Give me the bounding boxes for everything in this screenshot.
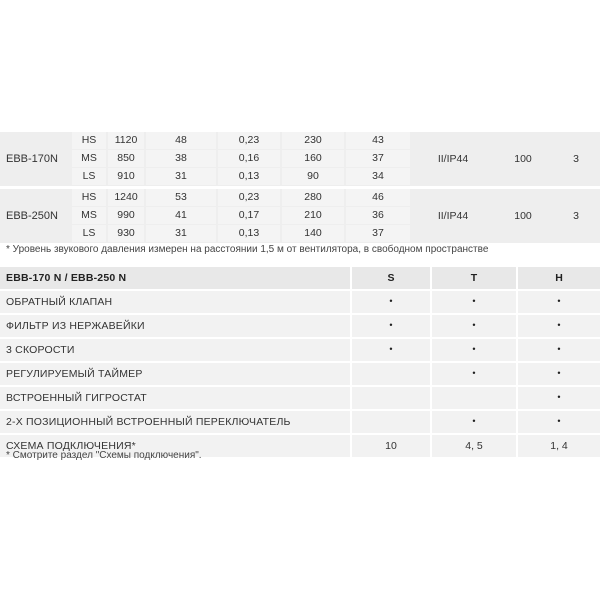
version-h-mark: •: [518, 363, 600, 385]
model-block-ebb-170n: [0, 132, 600, 186]
power-cell: 0,13: [218, 168, 280, 185]
wiring-footnote: * Смотрите раздел "Схемы подключения".: [6, 450, 202, 461]
version-t-mark: •: [432, 411, 516, 433]
speed-cell: MS: [72, 207, 106, 224]
current-cell: 160: [282, 150, 344, 167]
version-h-value: 1, 4: [518, 435, 600, 457]
version-h-mark: •: [518, 339, 600, 361]
feature-label: ВСТРОЕННЫЙ ГИГРОСТАТ: [0, 387, 350, 409]
airflow-cell: 48: [146, 132, 216, 149]
sound-pressure-footnote: * Уровень звукового давления измерен на расстоянии 1,5 м от вентилятора, в свободном пространстве: [6, 244, 489, 255]
airflow-cell: 31: [146, 225, 216, 242]
model-name: EBB-170N: [6, 153, 58, 165]
rpm-cell: 930: [108, 225, 144, 242]
temp-cell: 100: [514, 210, 532, 222]
rpm-cell: 850: [108, 150, 144, 167]
noise-cell: 43: [346, 132, 410, 149]
version-s-value: 10: [352, 435, 430, 457]
rpm-cell: 910: [108, 168, 144, 185]
feature-row-timer: [0, 363, 600, 385]
speed-cell: LS: [72, 168, 106, 185]
version-s-header: S: [352, 267, 430, 289]
feature-row-switch: [0, 411, 600, 433]
version-s-mark: •: [352, 315, 430, 337]
power-cell: 0,23: [218, 189, 280, 206]
feature-label: РЕГУЛИРУЕМЫЙ ТАЙМЕР: [0, 363, 350, 385]
version-t-mark: •: [432, 363, 516, 385]
airflow-cell: 31: [146, 168, 216, 185]
airflow-cell: 53: [146, 189, 216, 206]
weight-cell: 3: [573, 153, 579, 165]
rpm-cell: 990: [108, 207, 144, 224]
rpm-cell: 1120: [108, 132, 144, 149]
feature-row-steel-filter: [0, 315, 600, 337]
speed-cell: HS: [72, 189, 106, 206]
current-cell: 90: [282, 168, 344, 185]
protection-cell: II/IP44: [437, 153, 469, 165]
power-cell: 0,16: [218, 150, 280, 167]
version-h-header: H: [518, 267, 600, 289]
version-h-mark: •: [518, 291, 600, 313]
power-cell: 0,23: [218, 132, 280, 149]
feature-label: 3 СКОРОСТИ: [0, 339, 350, 361]
model-name: EBB-250N: [6, 210, 58, 222]
version-h-mark: •: [518, 315, 600, 337]
power-cell: 0,13: [218, 225, 280, 242]
feature-label: ОБРАТНЫЙ КЛАПАН: [0, 291, 350, 313]
version-s-mark: •: [352, 339, 430, 361]
current-cell: 140: [282, 225, 344, 242]
version-h-mark: •: [518, 387, 600, 409]
noise-cell: 36: [346, 207, 410, 224]
speed-cell: HS: [72, 132, 106, 149]
version-t-mark: [432, 387, 516, 409]
noise-cell: 37: [346, 225, 410, 242]
speed-cell: LS: [72, 225, 106, 242]
version-t-header: T: [432, 267, 516, 289]
speed-cell: MS: [72, 150, 106, 167]
version-t-value: 4, 5: [432, 435, 516, 457]
weight-cell: 3: [573, 210, 579, 222]
version-h-mark: •: [518, 411, 600, 433]
version-s-mark: [352, 387, 430, 409]
current-cell: 230: [282, 132, 344, 149]
version-t-mark: •: [432, 339, 516, 361]
model-block-ebb-250n: [0, 189, 600, 243]
version-s-mark: [352, 411, 430, 433]
version-s-mark: [352, 363, 430, 385]
protection-cell: II/IP44: [437, 210, 469, 222]
features-header-row: [0, 267, 600, 289]
version-t-mark: •: [432, 291, 516, 313]
feature-label: 2-Х ПОЗИЦИОННЫЙ ВСТРОЕННЫЙ ПЕРЕКЛЮЧАТЕЛЬ: [0, 411, 350, 433]
feature-label: СХЕМА ПОДКЛЮЧЕНИЯ*: [0, 435, 350, 457]
airflow-cell: 38: [146, 150, 216, 167]
features-header-label: EBB-170 N / EBB-250 N: [0, 267, 350, 289]
version-t-mark: •: [432, 315, 516, 337]
feature-row-check-valve: [0, 291, 600, 313]
feature-label: ФИЛЬТР ИЗ НЕРЖАВЕЙКИ: [0, 315, 350, 337]
version-s-mark: •: [352, 291, 430, 313]
noise-cell: 37: [346, 150, 410, 167]
power-cell: 0,17: [218, 207, 280, 224]
feature-row-three-speeds: [0, 339, 600, 361]
noise-cell: 34: [346, 168, 410, 185]
current-cell: 280: [282, 189, 344, 206]
noise-cell: 46: [346, 189, 410, 206]
rpm-cell: 1240: [108, 189, 144, 206]
current-cell: 210: [282, 207, 344, 224]
temp-cell: 100: [514, 153, 532, 165]
airflow-cell: 41: [146, 207, 216, 224]
feature-row-hygrostat: [0, 387, 600, 409]
